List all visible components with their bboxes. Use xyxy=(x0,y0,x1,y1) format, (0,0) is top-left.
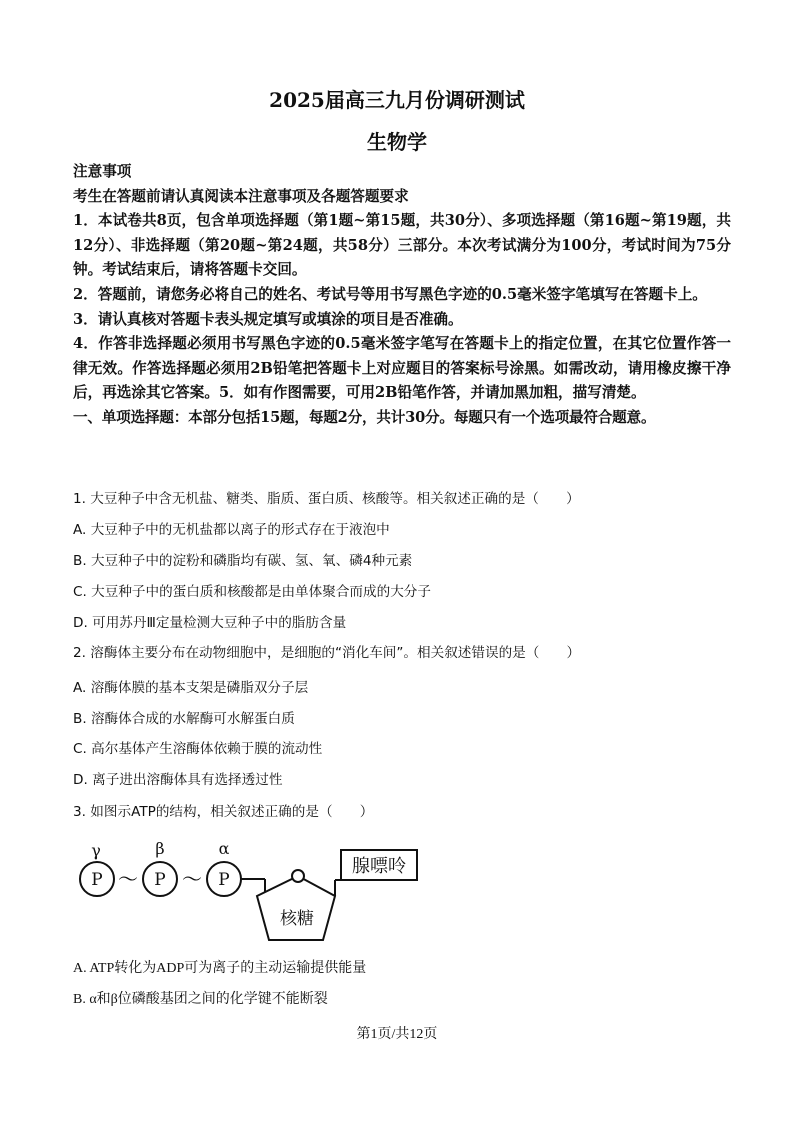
question-3-option-b: B. α和β位磷酸基团之间的化学键不能断裂 xyxy=(73,992,328,1007)
section-heading: 一、单项选择题：本部分包括15题，每题2分，共计30分。每题只有一个选项最符合题意。 xyxy=(73,408,656,426)
question-1-option-d: D. 可用苏丹Ⅲ定量检测大豆种子中的脂肪含量 xyxy=(73,615,347,631)
beta-label: β xyxy=(155,839,165,858)
ribose-label: 核糖 xyxy=(280,909,314,929)
ring-oxygen-circle xyxy=(292,870,304,882)
question-2-option-d: D. 离子进出溶酶体具有选择透过性 xyxy=(73,772,283,788)
question-1-option-b: B. 大豆种子中的淀粉和磷脂均有碳、氢、氧、磷4种元素 xyxy=(73,553,413,569)
phosphate-alpha-label: P xyxy=(218,870,230,890)
question-1-stem: 1. 大豆种子中含无机盐、糖类、脂质、蛋白质、核酸等。相关叙述正确的是（ ） xyxy=(73,491,580,507)
question-2-option-c: C. 高尔基体产生溶酶体依赖于膜的流动性 xyxy=(73,741,323,757)
notes-intro: 考生在答题前请认真阅读本注意事项及各题答题要求 xyxy=(73,187,409,205)
adenine-label: 腺嘌呤 xyxy=(352,856,406,877)
exam-notes xyxy=(73,160,731,431)
question-3-stem: 3. 如图示ATP的结构，相关叙述正确的是（ ） xyxy=(73,804,374,820)
gamma-label: γ xyxy=(91,841,101,860)
question-3-option-a: A. ATP转化为ADP可为离子的主动运输提供能量 xyxy=(73,961,367,976)
question-1-option-a: A. 大豆种子中的无机盐都以离子的形式存在于液泡中 xyxy=(73,522,390,538)
question-1-option-c: C. 大豆种子中的蛋白质和核酸都是由单体聚合而成的大分子 xyxy=(73,584,431,600)
alpha-label: α xyxy=(218,839,230,858)
notes-item-1: 1．本试卷共8页，包含单项选择题（第1题~第15题，共30分）、多项选择题（第16题~第19题，共12分）、非选择题（第20题~第24题，共58分）三部分。本次考试满分为100分，考试时间为75分钟。考试结束后，请将答题卡交回。 xyxy=(73,212,731,279)
high-energy-bond-1: ～ xyxy=(118,867,138,891)
question-2-option-b: B. 溶酶体合成的水解酶可水解蛋白质 xyxy=(73,711,295,727)
notes-item-2: 2．答题前，请您务必将自己的姓名、考试号等用书写黑色字迹的0.5毫米签字笔填写在答题卡上。 xyxy=(73,285,707,303)
exam-title: 2025届高三九月份调研测试 xyxy=(269,88,525,112)
ribose-pentagon xyxy=(257,876,335,940)
question-2-option-a: A. 溶酶体膜的基本支架是磷脂双分子层 xyxy=(73,680,309,696)
page-footer: 第1页/共12页 xyxy=(356,1027,438,1042)
notes-item-3: 3．请认真核对答题卡表头规定填写或填涂的项目是否准确。 xyxy=(73,310,463,328)
exam-subject: 生物学 xyxy=(367,130,427,154)
notes-heading: 注意事项 xyxy=(73,163,132,180)
phosphate-gamma-label: P xyxy=(91,870,103,890)
notes-item-4: 4．作答非选择题必须用书写黑色字迹的0.5毫米签字笔写在答题卡上的指定位置，在其它位置作答一律无效。作答选择题必须用2B铅笔把答题卡上对应题目的答案标号涂黑。如需改动，请用橡皮擦干净后，再选涂其它答案。5．如有作图需要，可用2B铅笔作答，并请加黑加粗，描写清楚。 xyxy=(73,335,731,402)
question-2-stem: 2. 溶酶体主要分布在动物细胞中，是细胞的“消化车间”。相关叙述错误的是（ ） xyxy=(73,645,581,661)
phosphate-beta-label: P xyxy=(154,870,166,890)
atp-structure-diagram xyxy=(73,838,433,950)
high-energy-bond-2: ～ xyxy=(182,867,202,891)
